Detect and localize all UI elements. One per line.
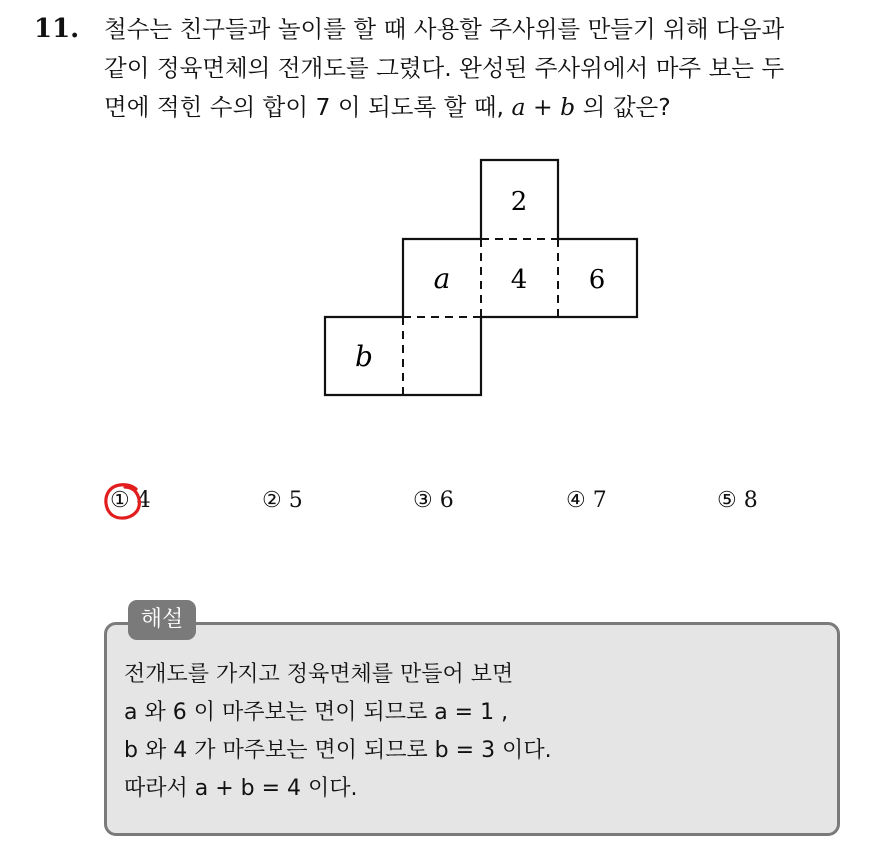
- choice-4[interactable]: [566, 486, 607, 516]
- choice-4-marker: ④: [566, 488, 586, 513]
- choice-2[interactable]: [262, 486, 303, 516]
- choice-2-marker: ②: [262, 488, 282, 513]
- choice-3-marker: ③: [413, 488, 433, 513]
- solution-line-4: 따라서 a + b = 4 이다.: [124, 776, 358, 801]
- choice-5-marker: ⑤: [717, 488, 737, 513]
- question-line-2: 같이 정육면체의 전개도를 그렸다. 완성된 주사위에서 마주 보는 두: [104, 54, 785, 82]
- choice-4-value: 7: [592, 488, 607, 513]
- net-face-top: 2: [510, 187, 528, 217]
- choice-5[interactable]: [717, 486, 758, 516]
- net-face-right: 6: [588, 265, 606, 295]
- solution-line-1: 전개도를 가지고 정육면체를 만들어 보면: [124, 662, 514, 687]
- question-line-3-post: 의 값은?: [582, 93, 671, 121]
- question-line-3-pre: 면에 적힌 수의 합이 7 이 되도록 할 때,: [104, 93, 504, 121]
- solution-line-3: b 와 4 가 마주보는 면이 되므로 b = 3 이다.: [124, 738, 552, 763]
- question-number: 11.: [34, 14, 80, 44]
- selected-answer-circle-icon: [103, 481, 143, 521]
- net-face-center: 4: [510, 265, 528, 295]
- choice-3-value: 6: [439, 488, 454, 513]
- choice-1-marker: ①: [110, 488, 130, 513]
- question-expression: a + b: [511, 93, 576, 121]
- solution-line-2: a 와 6 이 마주보는 면이 되므로 a = 1 ,: [124, 700, 509, 725]
- net-face-b: b: [355, 340, 373, 373]
- question-line-1: 철수는 친구들과 놀이를 할 때 사용할 주사위를 만들기 위해 다음과: [104, 15, 785, 43]
- solution-tag: 해설: [128, 600, 196, 640]
- choice-5-value: 8: [743, 488, 758, 513]
- net-face-a: a: [433, 262, 451, 295]
- choice-3[interactable]: [413, 486, 454, 516]
- choice-2-value: 5: [288, 488, 303, 513]
- choice-1-value: 4: [136, 488, 151, 513]
- solution-text: [124, 656, 824, 808]
